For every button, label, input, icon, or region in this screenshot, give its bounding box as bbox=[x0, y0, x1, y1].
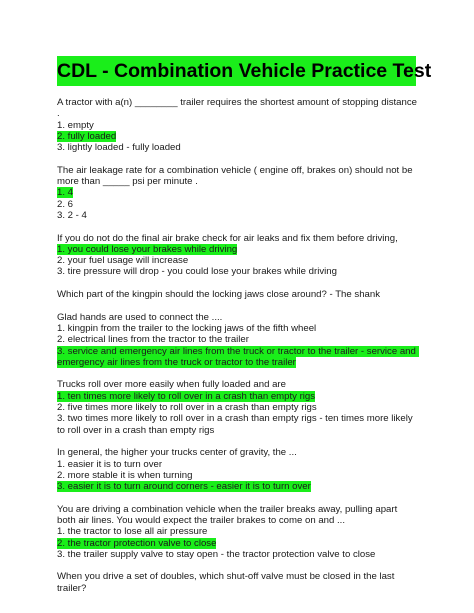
answer-option bbox=[57, 470, 417, 481]
question-text bbox=[57, 97, 420, 120]
line-text: Glad hands are used to connect the .... bbox=[57, 311, 223, 323]
question-text bbox=[57, 312, 417, 323]
line-text: 3. lightly loaded - fully loaded bbox=[57, 142, 181, 154]
answer-option bbox=[57, 199, 417, 210]
question-text bbox=[57, 571, 417, 594]
answer-option bbox=[57, 334, 417, 345]
answer-option bbox=[57, 187, 417, 198]
answer-option bbox=[57, 459, 417, 470]
question-block bbox=[57, 97, 420, 154]
question-block bbox=[57, 289, 417, 300]
answer-option bbox=[57, 244, 417, 255]
answer-option bbox=[57, 549, 417, 560]
line-text: When you drive a set of doubles, which shut-off valve must be closed in the last trailer? bbox=[57, 571, 398, 594]
question-text bbox=[57, 379, 417, 390]
highlighted-answer: 1. 4 bbox=[57, 187, 74, 199]
answer-option bbox=[57, 391, 417, 402]
question-text bbox=[57, 233, 417, 244]
question-block bbox=[57, 504, 417, 560]
line-text: 3. tire pressure will drop - you could lose your brakes while driving bbox=[57, 266, 337, 278]
line-text: 3. the trailer supply valve to stay open - the tractor protection valve to close bbox=[57, 548, 376, 560]
answer-option bbox=[57, 323, 417, 334]
line-text: 1. kingpin from the trailer to the locking jaws of the fifth wheel bbox=[57, 322, 317, 334]
answer-option bbox=[57, 481, 417, 492]
answer-option bbox=[57, 120, 417, 131]
line-text: 3. 2 - 4 bbox=[57, 209, 87, 221]
line-text: 2. 6 bbox=[57, 198, 74, 210]
highlighted-answer: 2. fully loaded bbox=[57, 130, 117, 142]
question-block bbox=[57, 379, 417, 435]
question-text bbox=[57, 504, 417, 527]
question-text bbox=[57, 165, 417, 188]
answer-option bbox=[57, 346, 417, 369]
question-block bbox=[57, 312, 417, 368]
highlighted-answer: 2. the tractor protection valve to close bbox=[57, 537, 217, 549]
line-text: 1. empty bbox=[57, 119, 94, 131]
line-text: 2. electrical lines from the tractor to the trailer bbox=[57, 334, 249, 346]
question-block bbox=[57, 233, 417, 278]
line-text: 2. more stable it is when turning bbox=[57, 469, 193, 481]
question-block bbox=[57, 447, 417, 492]
question-list bbox=[57, 97, 420, 594]
line-text: Which part of the kingpin should the locking jaws close around? - The shank bbox=[57, 289, 380, 301]
answer-option bbox=[57, 538, 417, 549]
line-text: The air leakage rate for a combination vehicle ( engine off, brakes on) should not be more than _____ psi per minute . bbox=[57, 164, 416, 188]
line-text: You are driving a combination vehicle when the trailer breaks away, pulling apart both air lines. You would expect the trailer brakes to come on and ... bbox=[57, 503, 400, 526]
highlighted-answer: 1. ten times more likely to roll over in a crash than empty rigs bbox=[57, 390, 316, 402]
line-text: Trucks roll over more easily when fully loaded and are bbox=[57, 379, 286, 391]
line-text: 3. two times more likely to roll over in a crash than empty rigs - ten times more likely to roll over in a crash than empty rigs bbox=[57, 413, 416, 436]
question-text bbox=[57, 289, 417, 300]
line-text: A tractor with a(n) ________ trailer requires the shortest amount of stopping distance . bbox=[57, 97, 420, 120]
highlighted-answer: 3. service and emergency air lines from the truck or tractor to the trailer - service and emergency air lines from the truck or tractor to the trailer bbox=[57, 345, 419, 368]
highlighted-answer: 3. easier it is to turn around corners - easier it is to turn over bbox=[57, 481, 311, 493]
question-block bbox=[57, 165, 417, 221]
page-title: CDL - Combination Vehicle Practice Test bbox=[57, 56, 416, 86]
line-text: 1. the tractor to lose all air pressure bbox=[57, 526, 208, 538]
answer-option bbox=[57, 266, 417, 277]
answer-option bbox=[57, 255, 417, 266]
question-text bbox=[57, 447, 417, 458]
question-block bbox=[57, 571, 417, 594]
line-text: 1. easier it is to turn over bbox=[57, 458, 163, 470]
answer-option bbox=[57, 142, 417, 153]
line-text: If you do not do the final air brake check for air leaks and fix them before driving, bbox=[57, 232, 398, 244]
answer-option bbox=[57, 413, 417, 436]
line-text: 2. your fuel usage will increase bbox=[57, 255, 189, 267]
highlighted-answer: 1. you could lose your brakes while driving bbox=[57, 243, 238, 255]
answer-option bbox=[57, 526, 417, 537]
line-text: 2. five times more likely to roll over in a crash than empty rigs bbox=[57, 402, 317, 414]
answer-option bbox=[57, 210, 417, 221]
answer-option bbox=[57, 131, 417, 142]
line-text: In general, the higher your trucks center of gravity, the ... bbox=[57, 447, 297, 459]
answer-option bbox=[57, 402, 417, 413]
